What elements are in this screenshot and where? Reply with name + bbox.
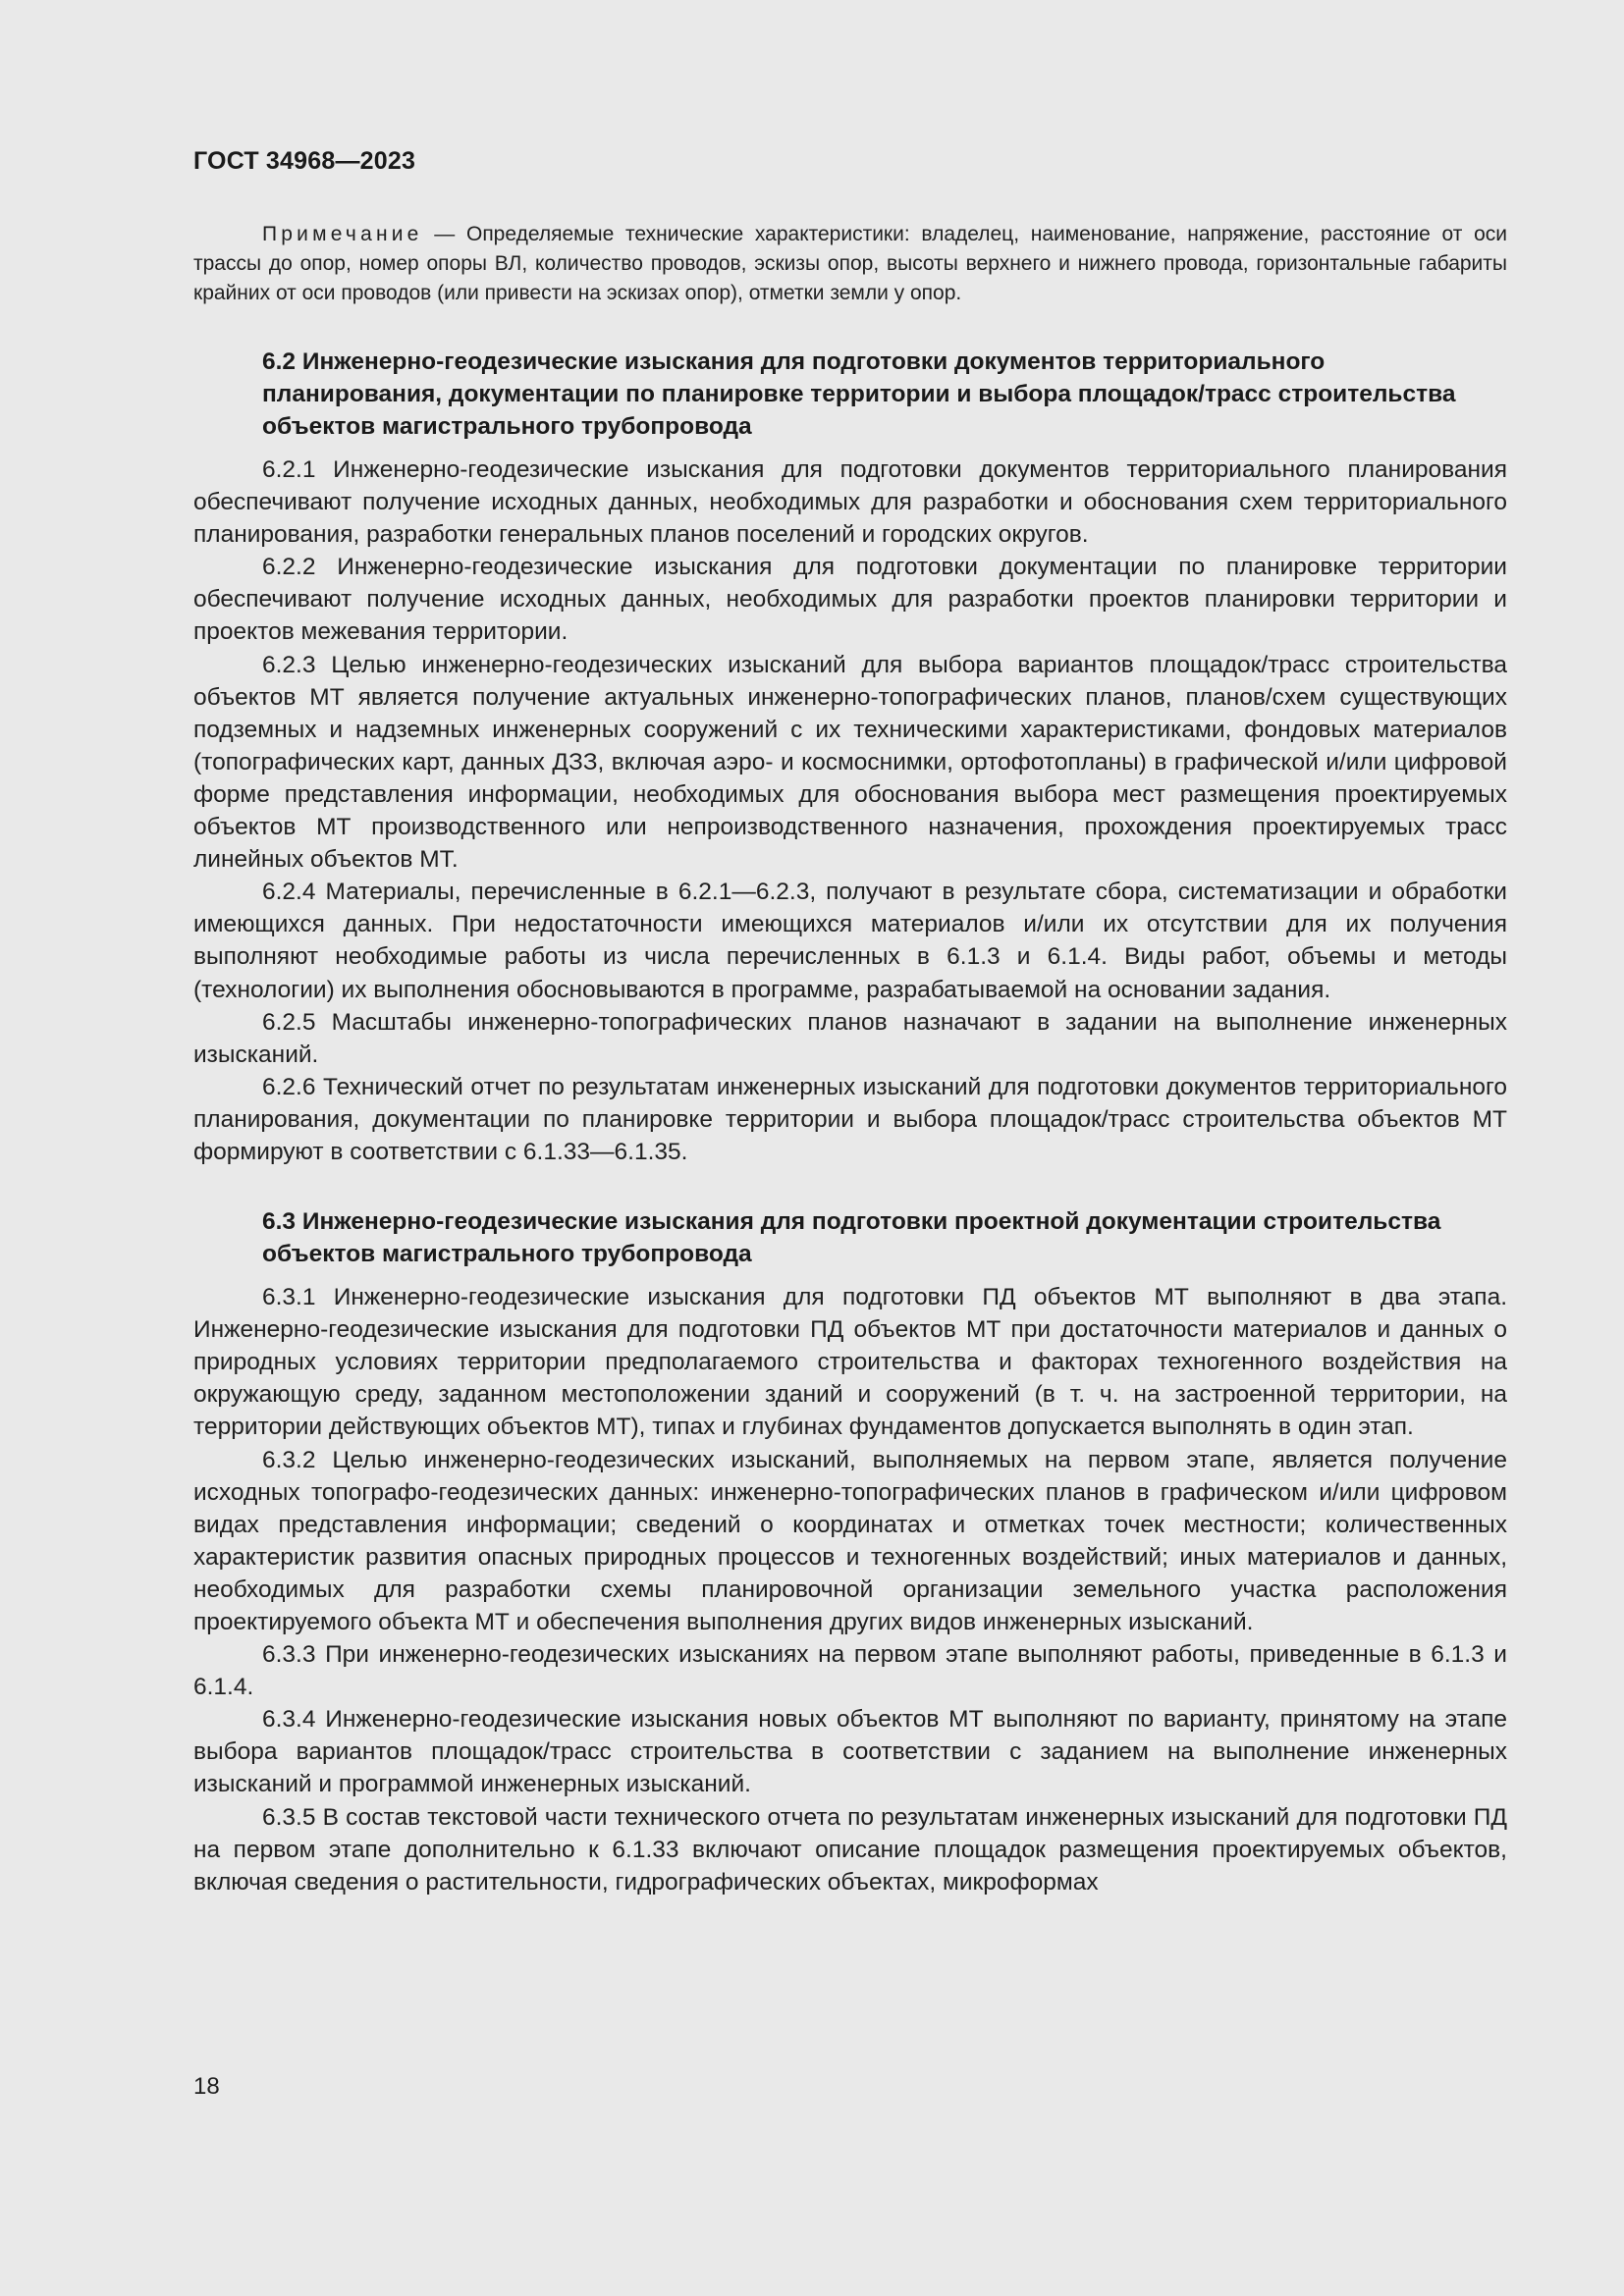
paragraph-6-2-1: 6.2.1 Инженерно-геодезические изыскания для подготовки документов территориального планирования обеспечивают получение исходных данных, необходимых для разработки и обоснования схем территориального планирования, разработки генеральных планов поселений и городских округов. bbox=[193, 456, 1507, 549]
paragraph-6-3-5: 6.3.5 В состав текстовой части технического отчета по результатам инженерных изысканий для подготовки ПД на первом этапе дополнительно к 6.1.33 включают описание площадок размещения проектируемых объектов, включая сведения о растительности, гидрографических объектах, микроформах bbox=[193, 1803, 1507, 1896]
note-lead: Примечание bbox=[262, 223, 423, 245]
document-header: ГОСТ 34968—2023 bbox=[193, 147, 416, 175]
paragraph-6-3-1: 6.3.1 Инженерно-геодезические изыскания для подготовки ПД объектов МТ выполняют в два этапа. Инженерно-геодезические изыскания для подготовки ПД объектов МТ при достаточности материалов и данных о природных условиях территории предполагаемого строительства и факторах техногенного воздействия на окружающую среду, заданном местоположении зданий и сооружений (в т. ч. на застроенной территории, на территории действующих объектов МТ), типах и глубинах фундаментов допускается выполнять в один этап. bbox=[193, 1284, 1507, 1441]
paragraph-6-3-2: 6.3.2 Целью инженерно-геодезических изысканий, выполняемых на первом этапе, является получение исходных топографо-геодезических данных: инженерно-топографических планов в графическом и/или цифровом видах представления информации; сведений о координатах и отметках точек местности; количественных характеристик развития опасных природных процессов и техногенных воздействий; иных материалов и данных, необходимых для разработки схемы планировочной организации земельного участка расположения проектируемого объекта МТ и обеспечения выполнения других видов инженерных изысканий. bbox=[193, 1446, 1507, 1635]
section-title-6-3: 6.3 Инженерно-геодезические изыскания для подготовки проектной документации строительства объектов магистрального трубопровода bbox=[262, 1208, 1441, 1268]
paragraph-6-3-3: 6.3.3 При инженерно-геодезических изысканиях на первом этапе выполняют работы, приведенные в 6.1.3 и 6.1.4. bbox=[193, 1641, 1507, 1701]
page-body bbox=[193, 220, 1507, 1898]
paragraph-6-2-6: 6.2.6 Технический отчет по результатам инженерных изысканий для подготовки документов территориального планирования, документации по планировке территории и выбора площадок/трасс строительства объектов МТ формируют в соответствии с 6.1.33—6.1.35. bbox=[193, 1073, 1507, 1165]
paragraph-6-2-4: 6.2.4 Материалы, перечисленные в 6.2.1—6.2.3, получают в результате сбора, систематизации и обработки имеющихся данных. При недостаточности имеющихся материалов и/или их отсутствии для их получения выполняют необходимые работы из числа перечисленных в 6.1.3 и 6.1.4. Виды работ, объемы и методы (технологии) их выполнения обосновываются в программе, разрабатываемой на основании задания. bbox=[193, 879, 1507, 1003]
note-text: — Определяемые технические характеристики: владелец, наименование, напряжение, расстояние от оси трассы до опор, номер опоры ВЛ, количество проводов, эскизы опор, высоты верхнего и нижнего провода, горизонтальные габариты крайних от оси проводов (или привести на эскизах опор), отметки земли у опор. bbox=[193, 223, 1507, 304]
paragraph-6-2-2: 6.2.2 Инженерно-геодезические изыскания для подготовки документации по планировке территории обеспечивают получение исходных данных, необходимых для разработки проектов планировки территории и проектов межевания территории. bbox=[193, 554, 1507, 646]
paragraph-6-2-3: 6.2.3 Целью инженерно-геодезических изысканий для выбора вариантов площадок/трасс строительства объектов МТ является получение актуальных инженерно-топографических планов, планов/схем существующих подземных и надземных инженерных сооружений с их техническими характеристиками, фондовых материалов (топографических карт, данных ДЗЗ, включая аэро- и космоснимки, ортофотопланы) в графической и/или цифровой форме представления информации, необходимых для обоснования выбора мест размещения проектируемых объектов МТ производственного или непроизводственного назначения, прохождения проектируемых трасс линейных объектов МТ. bbox=[193, 651, 1507, 874]
paragraph-6-2-5: 6.2.5 Масштабы инженерно-топографических планов назначают в задании на выполнение инженерных изысканий. bbox=[193, 1008, 1507, 1068]
section-title-6-2: 6.2 Инженерно-геодезические изыскания для подготовки документов территориального планирования, документации по планировке территории и выбора площадок/трасс строительства объектов магистрального трубопровода bbox=[262, 348, 1456, 440]
note-paragraph bbox=[193, 220, 1507, 308]
page-number: 18 bbox=[193, 2073, 220, 2100]
paragraph-6-3-4: 6.3.4 Инженерно-геодезические изыскания новых объектов МТ выполняют по варианту, принятому на этапе выбора вариантов площадок/трасс строительства в соответствии с заданием на выполнение инженерных изысканий и программой инженерных изысканий. bbox=[193, 1706, 1507, 1798]
